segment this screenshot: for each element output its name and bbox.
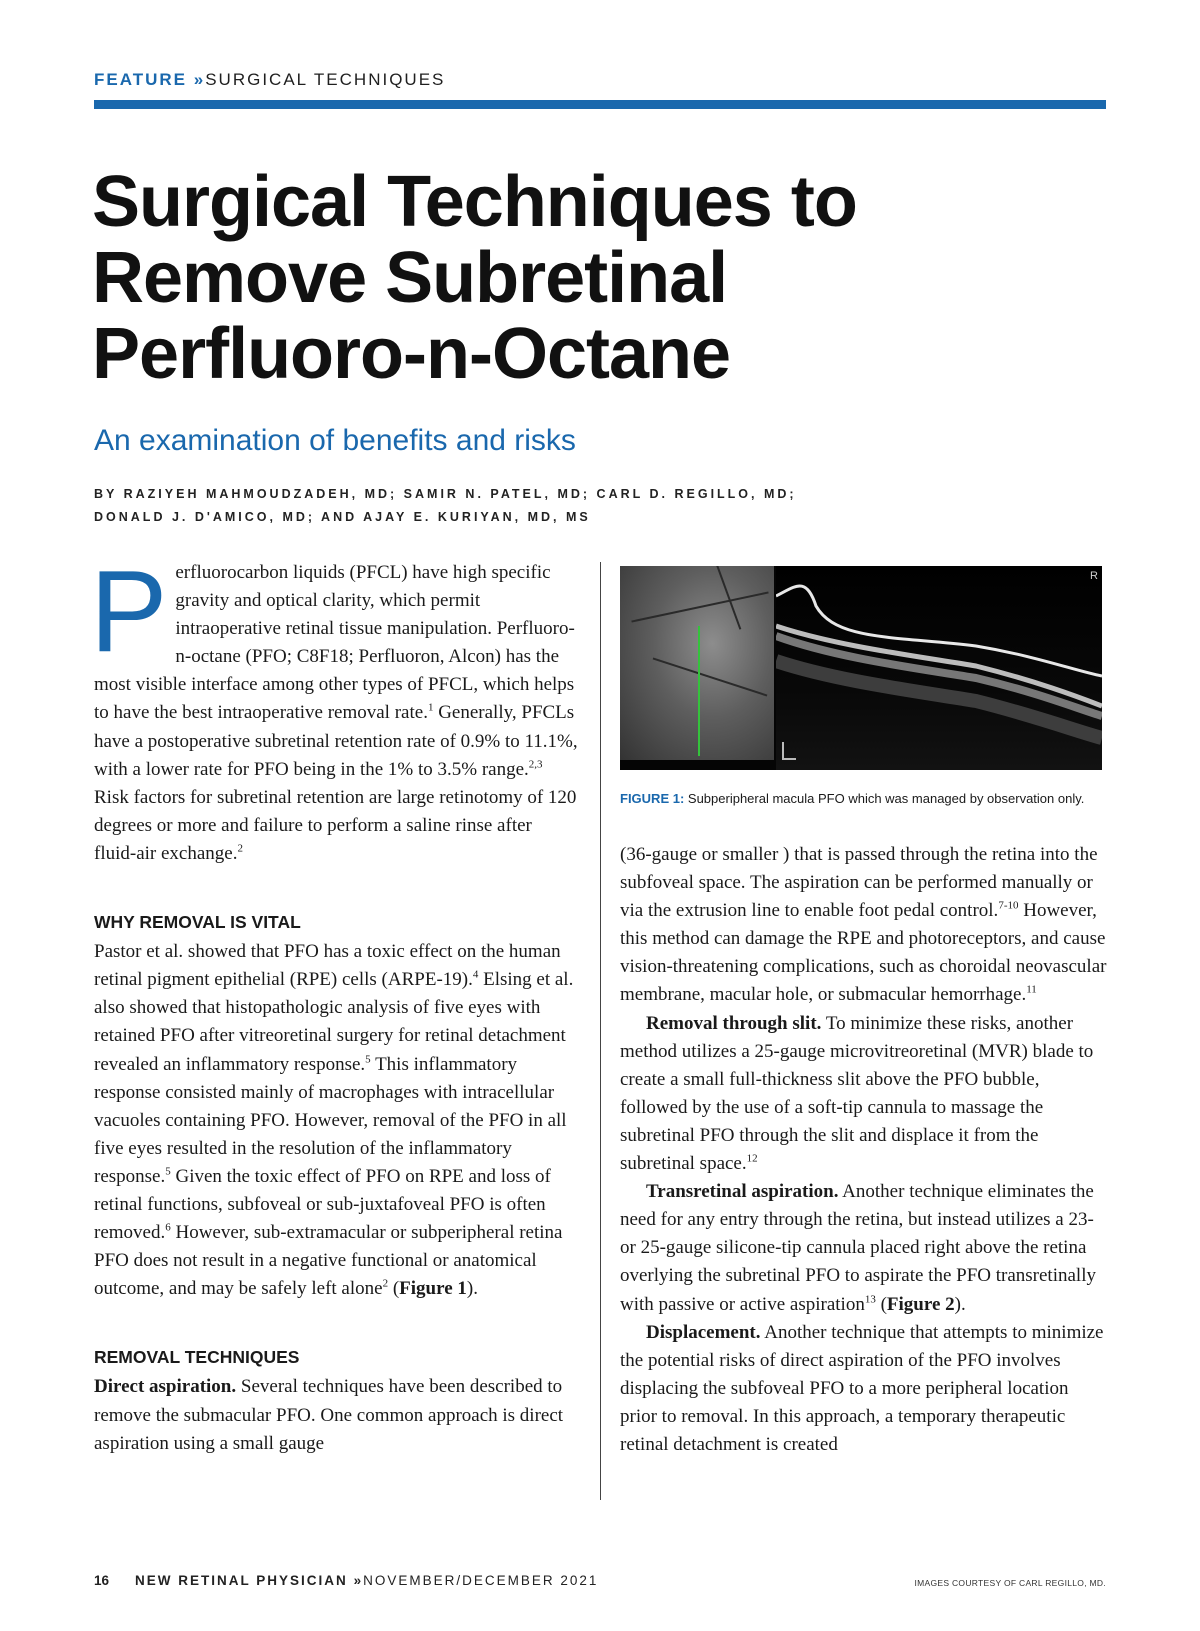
figure-label: FIGURE 1: [620,791,685,806]
body-text: (36-gauge or smaller ) that is passed through the retina into the subfoveal space. The aspiration can be performed manually or via the extrusion line to enable foot pedal control. [620,844,1098,922]
citation: 2 [237,842,243,855]
citation: 12 [746,1152,758,1165]
section-heading-removal: REMOVAL TECHNIQUES [94,1347,300,1368]
body-text: This inflammatory response consisted mainly of macrophages with intracellular vacuoles containing PFO. However, removal of the PFO in all five eyes resulted in the resolution of the inflammatory response. [94,1053,567,1187]
page-footer [94,1573,598,1588]
figure-1-image [620,566,1102,770]
citation: 2 [382,1277,389,1290]
issue-date: NOVEMBER/DECEMBER 2021 [363,1573,599,1588]
right-column [620,841,1108,1459]
oct-marker: R [1090,570,1098,582]
footer-separator: » [353,1573,364,1588]
byline [94,483,797,529]
body-text: Several techniques have been described to remove the submacular PFO. One common approach is direct aspiration using a small gauge [94,1376,564,1454]
intro-paragraph [90,546,578,868]
left-column [90,546,578,1458]
oct-layers [776,566,1102,770]
slit-paragraph [620,1010,1108,1179]
body-text: Another technique that attempts to minimize the potential risks of direct aspiration of the PFO involves displacing the subfoveal PFO to a more peripheral location prior to removal. In this approach, a temporary therapeutic retinal detachment is created [620,1321,1104,1455]
citation: 2,3 [528,758,543,771]
column-divider [600,562,601,1500]
article-title [92,164,1092,392]
title-line: Remove Subretinal [92,238,728,318]
byline-line: BY RAZIYEH MAHMOUDZADEH, MD; SAMIR N. PATEL, MD; CARL D. REGILLO, MD; [94,487,797,501]
run-in-heading: Direct aspiration. [94,1376,237,1398]
citation: 11 [1026,984,1037,997]
intro-text: Risk factors for subretinal retention are large retinotomy of 120 degrees or more and failure to perform a saline rinse after fluid-air exchange. [94,786,577,864]
section-label: FEATURE [94,70,188,89]
figure-1-caption [620,791,1120,806]
body-text: ). [466,1278,478,1300]
kicker-separator: » [193,70,206,89]
body-text: ( [388,1278,400,1300]
image-credit: IMAGES COURTESY OF CARL REGILLO, MD. [914,1578,1106,1588]
caption-text: Subperipheral macula PFO which was managed by observation only. [684,791,1085,806]
why-paragraph [94,938,578,1303]
title-line: Perfluoro-n-Octane [92,314,731,394]
article-subtitle: An examination of benefits and risks [94,424,576,457]
scan-line [698,626,700,756]
title-line: Surgical Techniques to [92,162,857,242]
citation: 4 [472,968,479,981]
direct-aspiration-paragraph [94,1373,578,1457]
citation: 5 [365,1053,371,1066]
body-text: Elsing et al. also showed that histopathologic analysis of five eyes with retained PFO after vitreoretinal surgery for retinal detachment revealed an inflammatory response. [94,969,574,1075]
body-text: However, this method can damage the RPE and photoreceptors, and cause vision-threatening complications, such as choroidal neovascular membrane, macular hole, or submacular hemorrhage. [620,900,1107,1006]
body-text: ( [875,1293,887,1315]
run-in-heading: Displacement. [646,1321,761,1343]
intro-text: Generally, PFCLs have a postoperative subretinal retention rate of 0.9% to 11.1%, with a lower rate for PFO being in the 1% to 3.5% range. [94,702,578,780]
page-number: 16 [94,1573,110,1588]
run-in-heading: Removal through slit. [646,1012,822,1034]
header-rule [94,100,1106,109]
intro-text: erfluorocarbon liquids (PFCL) have high specific gravity and optical clarity, which permit intraoperative retinal tissue manipulation. Perfluoro-n-octane (PFO; C8F18; Perfluoron, Alcon) has the most visible interface among other types of PFCL, which helps to have the best intraoperative removal rate. [94,562,575,724]
figure-reference: Figure 1 [399,1278,467,1300]
run-in-heading: Transretinal aspiration. [646,1181,839,1203]
body-text: Pastor et al. showed that PFO has a toxic effect on the human retinal pigment epithelial (RPE) cells (ARPE-19). [94,941,561,991]
section-topic: SURGICAL TECHNIQUES [205,70,446,89]
drop-cap: P [90,546,168,676]
body-text: Given the toxic effect of PFO on RPE and loss of retinal functions, subfoveal or sub-juxtafoveal PFO is often removed. [94,1165,551,1244]
body-text: Another technique eliminates the need for any entry through the retina, but instead utilizes a 23- or 25-gauge silicone-tip cannula placed right above the retina overlying the subretinal PFO to aspirate the PFO transretinally with passive or active aspiration [620,1181,1096,1315]
citation: 1 [427,702,434,715]
byline-line: DONALD J. D'AMICO, MD; AND AJAY E. KURIYAN, MD, MS [94,510,591,524]
citation: 13 [864,1293,876,1306]
citation: 7-10 [998,899,1019,912]
citation: 6 [165,1221,171,1234]
fundus-image [620,566,774,760]
continued-paragraph [620,841,1108,1010]
section-kicker [94,70,445,90]
figure-reference: Figure 2 [886,1293,955,1315]
transretinal-paragraph [620,1178,1108,1318]
citation: 5 [165,1165,171,1178]
section-heading-why: WHY REMOVAL IS VITAL [94,912,301,933]
body-text: To minimize these risks, another method utilizes a 25-gauge microvitreoretinal (MVR) blade to create a small full-thickness slit above the PFO bubble, followed by the use of a soft-tip cannula to massage the subretinal PFO through the slit and displace it from the subretinal space. [620,1012,1094,1175]
displacement-paragraph [620,1319,1108,1459]
body-text: However, sub-extramacular or subperipheral retina PFO does not result in a negative functional or anatomical outcome, and may be safely left alone [94,1222,563,1300]
magazine-name: NEW RETINAL PHYSICIAN [135,1573,348,1588]
body-text: ). [954,1293,966,1315]
oct-scan [776,566,1102,770]
